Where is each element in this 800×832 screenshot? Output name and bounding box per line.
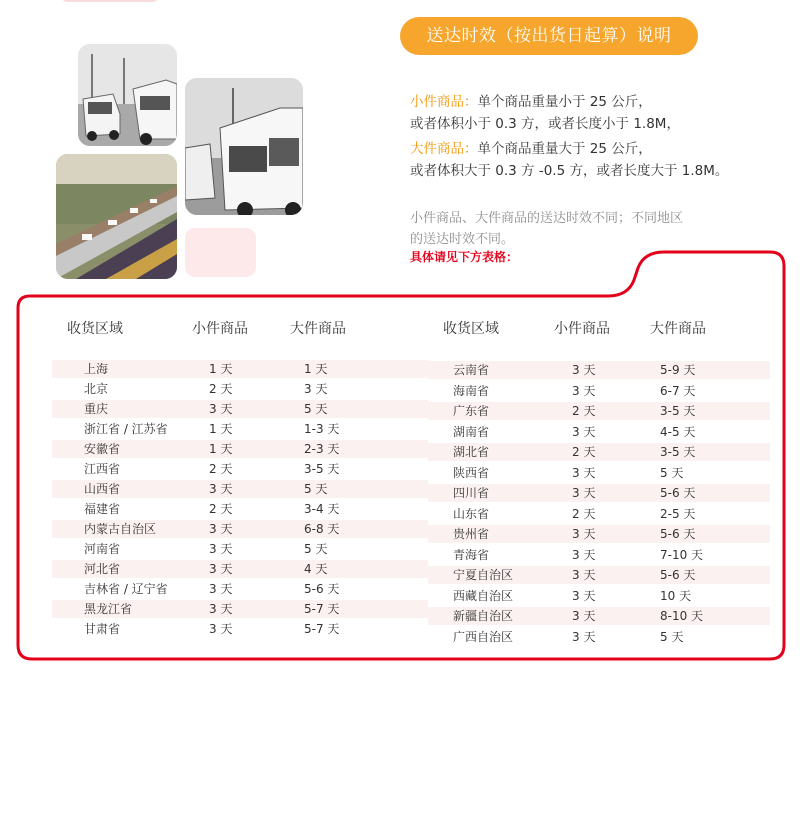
right_rows-row-3-col-1: 3 天 [572, 424, 596, 439]
table-header-1: 小件商品 [192, 321, 248, 337]
left_rows-row-6-col-2: 5 天 [304, 482, 328, 496]
left_rows-row-1-col-0: 北京 [84, 382, 109, 396]
left_rows-row-8-col-1: 3 天 [209, 522, 233, 536]
right_rows-row-1-col-2: 6-7 天 [660, 383, 696, 398]
left_rows-row-9-col-2: 5 天 [304, 542, 328, 556]
left_rows-row-2-col-2: 5 天 [304, 402, 328, 416]
left_rows-row-2-col-1: 3 天 [209, 402, 233, 416]
left_rows-row-9-col-0: 河南省 [84, 542, 121, 556]
table-header-5: 大件商品 [650, 321, 706, 337]
right_rows-row-11-col-1: 3 天 [572, 588, 596, 603]
left_rows-row-4-col-1: 1 天 [209, 442, 233, 456]
left_rows-row-1-col-2: 3 天 [304, 382, 328, 396]
left_rows-row-3-col-1: 1 天 [209, 422, 233, 436]
left_rows-row-6-col-0: 山西省 [84, 482, 121, 496]
note-line1: 小件商品、大件商品的送达时效不同；不同地区 [410, 211, 684, 226]
small-item-weight: 单个商品重量小于 25 公斤， [477, 94, 652, 110]
left_rows-row-0-col-1: 1 天 [209, 362, 233, 376]
see-table-note: 具体请见下方表格： [410, 250, 519, 264]
left_rows-row-11-col-0: 吉林省 / 辽宁省 [84, 582, 168, 596]
right_rows-row-0-col-0: 云南省 [453, 363, 490, 377]
right_rows-row-13-col-2: 5 天 [660, 629, 684, 644]
right_rows-row-5-col-0: 陕西省 [453, 465, 490, 480]
right_rows-row-12-col-1: 3 天 [572, 609, 596, 623]
large-item-weight: 单个商品重量大于 25 公斤， [477, 141, 652, 157]
left_rows-row-6-col-1: 3 天 [209, 482, 233, 496]
right_rows-row-6-col-1: 3 天 [572, 486, 596, 500]
left_rows-row-1-col-1: 2 天 [209, 382, 233, 396]
table-header-0: 收货区域 [67, 321, 123, 337]
right_rows-row-4-col-2: 3-5 天 [660, 445, 696, 459]
row-stripe [52, 360, 428, 378]
left_rows-row-3-col-0: 浙江省 / 江苏省 [84, 422, 168, 436]
page-title: 送达时效（按出货日起算）说明 [400, 17, 698, 55]
left_rows-row-4-col-2: 2-3 天 [304, 442, 340, 456]
right_rows-row-9-col-1: 3 天 [572, 547, 596, 562]
right_rows-row-13-col-0: 广西自治区 [453, 629, 514, 644]
right_rows-row-7-col-2: 2-5 天 [660, 506, 696, 521]
large-item-definition-line2: 或者体积大于 0.3 方 -0.5 方，或者长度大于 1.8M。 [410, 163, 729, 179]
right_rows-row-4-col-0: 湖北省 [453, 445, 490, 459]
right_rows-row-2-col-0: 广东省 [453, 404, 490, 418]
left_rows-row-8-col-2: 6-8 天 [304, 522, 340, 536]
left_rows-row-7-col-0: 福建省 [84, 502, 121, 516]
right_rows-row-3-col-2: 4-5 天 [660, 424, 696, 439]
table-header-3: 收货区域 [443, 321, 499, 337]
right_rows-row-11-col-0: 西藏自治区 [453, 588, 514, 603]
left_rows-row-12-col-1: 3 天 [209, 602, 233, 616]
left_rows-row-2-col-0: 重庆 [84, 402, 109, 416]
right_rows-row-5-col-1: 3 天 [572, 465, 596, 480]
right_rows-row-7-col-1: 2 天 [572, 506, 596, 521]
right_rows-row-6-col-0: 四川省 [453, 486, 490, 500]
left_rows-row-0-col-2: 1 天 [304, 362, 328, 376]
right_rows-row-10-col-1: 3 天 [572, 568, 596, 582]
right_rows-row-2-col-2: 3-5 天 [660, 404, 696, 418]
right_rows-row-10-col-0: 宁夏自治区 [453, 568, 514, 582]
large-item-label: 大件商品： [410, 141, 478, 157]
left_rows-row-5-col-1: 2 天 [209, 462, 233, 476]
left_rows-row-9-col-1: 3 天 [209, 542, 233, 556]
table-header-2: 大件商品 [290, 321, 346, 337]
right_rows-row-5-col-2: 5 天 [660, 465, 684, 480]
right_rows-row-4-col-1: 2 天 [572, 445, 596, 459]
left_rows-row-0-col-0: 上海 [84, 362, 109, 376]
right_rows-row-8-col-0: 贵州省 [453, 527, 490, 541]
right_rows-row-8-col-1: 3 天 [572, 527, 596, 541]
left_rows-row-5-col-2: 3-5 天 [304, 462, 340, 476]
right_rows-row-13-col-1: 3 天 [572, 629, 596, 644]
left_rows-row-13-col-0: 甘肃省 [84, 622, 121, 636]
right_rows-row-6-col-2: 5-6 天 [660, 486, 696, 500]
left_rows-row-7-col-2: 3-4 天 [304, 502, 340, 516]
right_rows-row-2-col-1: 2 天 [572, 404, 596, 418]
left_rows-row-13-col-2: 5-7 天 [304, 622, 340, 636]
small-item-definition-line2: 或者体积小于 0.3 方，或者长度小于 1.8M， [410, 116, 680, 132]
left_rows-row-12-col-2: 5-7 天 [304, 602, 340, 616]
left_rows-row-5-col-0: 江西省 [84, 462, 121, 476]
left_rows-row-4-col-0: 安徽省 [84, 442, 121, 456]
small-item-label: 小件商品： [410, 94, 478, 110]
right_rows-row-1-col-0: 海南省 [453, 383, 490, 398]
right_rows-row-12-col-0: 新疆自治区 [453, 609, 514, 623]
right_rows-row-9-col-2: 7-10 天 [660, 547, 704, 562]
right_rows-row-11-col-2: 10 天 [660, 588, 692, 603]
right_rows-row-9-col-0: 青海省 [453, 547, 490, 562]
left_rows-row-10-col-0: 河北省 [84, 562, 121, 576]
table-header-4: 小件商品 [554, 321, 610, 337]
right_rows-row-10-col-2: 5-6 天 [660, 568, 696, 582]
left_rows-row-3-col-2: 1-3 天 [304, 422, 340, 436]
left_rows-row-12-col-0: 黑龙江省 [84, 602, 133, 616]
left_rows-row-10-col-1: 3 天 [209, 562, 233, 576]
right_rows-row-0-col-2: 5-9 天 [660, 363, 696, 377]
left_rows-row-8-col-0: 内蒙古自治区 [84, 522, 157, 536]
left_rows-row-10-col-2: 4 天 [304, 562, 328, 576]
right_rows-row-12-col-2: 8-10 天 [660, 609, 704, 623]
row-stripe [52, 400, 428, 418]
right_rows-row-1-col-1: 3 天 [572, 383, 596, 398]
left_rows-row-7-col-1: 2 天 [209, 502, 233, 516]
right_rows-row-8-col-2: 5-6 天 [660, 527, 696, 541]
right_rows-row-3-col-0: 湖南省 [453, 424, 490, 439]
left_rows-row-11-col-2: 5-6 天 [304, 582, 340, 596]
left_rows-row-11-col-1: 3 天 [209, 582, 233, 596]
note-line2: 的送达时效不同。 [410, 232, 515, 247]
left_rows-row-13-col-1: 3 天 [209, 622, 233, 636]
right_rows-row-0-col-1: 3 天 [572, 363, 596, 377]
right_rows-row-7-col-0: 山东省 [453, 506, 490, 521]
